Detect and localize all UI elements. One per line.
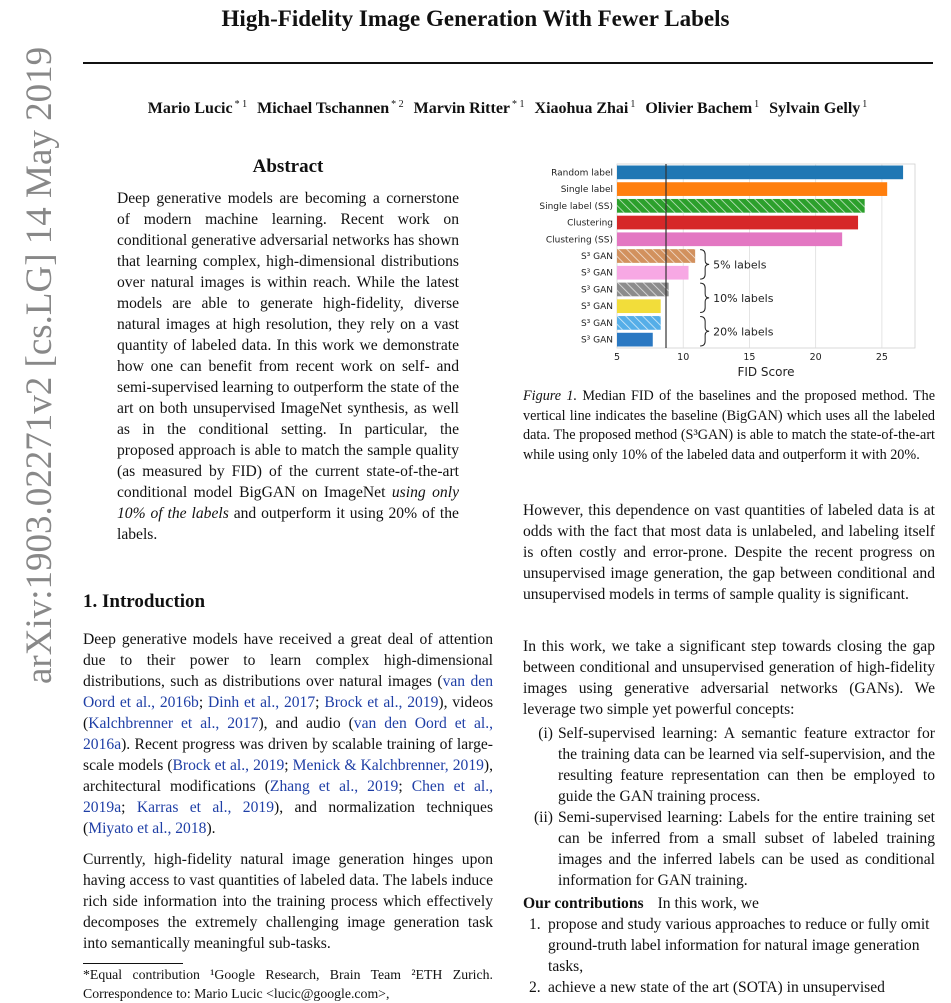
- bar: [617, 333, 653, 347]
- brace-label: 10% labels: [713, 291, 774, 305]
- category-label: Random label: [551, 168, 613, 179]
- bar-hatch: [617, 283, 669, 297]
- figure-caption: [523, 387, 935, 465]
- intro-text-segment: Deep generative models have received a great deal of attention due to their power to learn complex high-dimensional distributions, such as distributions over natural images (: [83, 631, 493, 690]
- figure-label: Figure 1.: [523, 388, 578, 404]
- intro-text-segment: ), and normalization techniques (: [83, 799, 494, 837]
- intro-text-segment: ).: [206, 820, 216, 837]
- author-affiliation-mark: 1: [630, 99, 636, 110]
- citation-link[interactable]: Brock et al., 2019: [324, 694, 439, 711]
- x-tick-label: 20: [809, 352, 822, 363]
- citation-link[interactable]: Karras et al., 2019: [136, 799, 274, 816]
- x-tick-label: 10: [677, 352, 690, 363]
- citation-link[interactable]: van den Oord et al., 2016b: [83, 673, 494, 711]
- bar: [617, 299, 661, 313]
- bar-hatch: [617, 249, 695, 263]
- figure-caption-text: Median FID of the baselines and the proposed method. The vertical line indicates the baseline (BigGAN) which uses all the labeled data. The proposed method (S³GAN) is able to match the state-of-the-art while using only 10% of the labeled data and outperform it with 20%.: [523, 388, 936, 463]
- x-tick-label: 5: [613, 352, 621, 363]
- title-rule: [83, 62, 933, 64]
- x-tick-label: 15: [743, 352, 756, 363]
- contributions-heading: [523, 893, 935, 914]
- footnote-rule: [83, 963, 183, 964]
- chart-x-axis-label: FID Score: [737, 365, 795, 379]
- contributions-intro: In this work, we: [657, 895, 759, 912]
- concept-text: Self-supervised learning: A semantic feature extractor for the training data can be learned via self-supervision, and the resulting feature representation can then be employed to guide the GAN training process.: [558, 725, 935, 805]
- author-affiliation-mark: * 1: [234, 99, 248, 110]
- category-label: S³ GAN: [580, 285, 613, 296]
- x-tick-label: 25: [875, 352, 888, 363]
- category-label: S³ GAN: [580, 318, 613, 329]
- contribution-text: achieve a new state of the art (SOTA) in unsupervised: [548, 979, 885, 996]
- bar-hatch: [617, 199, 865, 213]
- intro-paragraph-2: Currently, high-fidelity natural image generation hinges upon having access to vast quantities of labeled data. The labels induce rich side information into the training process which effectively decomposes the extremely challenging image generation task into semantically meaningful sub-tasks.: [83, 851, 493, 952]
- citation-link[interactable]: Zhang et al., 2019: [269, 778, 399, 795]
- author-affiliation-mark: * 2: [391, 99, 404, 110]
- contribution-text: propose and study various approaches to reduce or fully omit ground-truth label information for natural image generation tasks,: [548, 916, 930, 975]
- footnote: *Equal contribution ¹Google Research, Brain Team ²ETH Zurich. Correspondence to: Mario Lucic <lucic@google.com>,: [83, 967, 493, 1001]
- category-label: S³ GAN: [580, 252, 613, 262]
- contributions-list: [523, 914, 935, 998]
- abstract-text-part: and outperform it using 20% of the labels.: [117, 505, 459, 543]
- citation-link[interactable]: Miyato et al., 2018: [88, 820, 207, 837]
- abstract-heading: Abstract: [252, 156, 324, 177]
- author-name: Mario Lucic $^{* 1}$: [147, 99, 248, 118]
- author-name: Michael Tschannen $^{* 2}$: [257, 99, 404, 118]
- intro-text-segment: ), architectural modifications (: [83, 757, 494, 795]
- abstract-italic: using only 10% of the labels: [117, 484, 459, 522]
- contribution-item: [523, 914, 935, 977]
- chart-category-labels: [539, 168, 613, 345]
- right-paragraph-1: However, this dependence on vast quantities of labeled data is at odds with the fact that most data is unlabeled, and labeling itself is often costly and error-prone. Despite the recent progress on unsupervised image generation, the gap between conditional and unsupervised models in terms of sample quality is significant.: [523, 502, 935, 603]
- brace-label: 5% labels: [713, 258, 767, 272]
- category-label: Clustering (SS): [545, 235, 613, 246]
- intro-text-segment: ;: [198, 694, 208, 711]
- category-label: Clustering: [567, 218, 613, 229]
- citation-link[interactable]: Brock et al., 2019: [172, 757, 285, 774]
- contribution-label: 1.: [529, 916, 541, 933]
- bar: [617, 216, 858, 230]
- author-name: Sylvain Gelly $^1$: [769, 99, 868, 118]
- contribution-label: 2.: [529, 979, 541, 996]
- abstract-text: [117, 188, 459, 545]
- author-affiliation-mark: 1: [754, 99, 760, 110]
- intro-text-segment: ), and audio (: [258, 715, 354, 732]
- concept-item: [523, 723, 935, 807]
- section-heading-introduction: 1. Introduction: [83, 591, 206, 612]
- bar: [617, 232, 842, 246]
- intro-text-segment: ). Recent progress was driven by scalable training of large-scale models (: [83, 736, 493, 774]
- category-label: Single label: [560, 185, 613, 196]
- intro-text-segment: ;: [121, 799, 137, 816]
- abstract-text-part: Deep generative models are becoming a cornerstone of modern machine learning. Recent work on conditional generative adversarial networks has shown that learning complex, high-dimensional distributions over natural images is within reach. While the latest models are able to generate high-fidelity, diverse natural images at high resolution, they rely on a vast quantity of labeled data. In this work we demonstrate how one can benefit from recent work on self- and semi-supervised learning to outperform the state of the art on both unsupervised ImageNet synthesis, as well as in the conditional setting. In particular, the proposed approach is able to match the sample quality (as measured by FID) of the current state-of-the-art conditional model BigGAN on ImageNet: [117, 190, 459, 501]
- category-label: S³ GAN: [580, 268, 613, 279]
- bar-hatch: [617, 316, 661, 330]
- citation-link[interactable]: Dinh et al., 2017: [207, 694, 316, 711]
- concepts-list: [523, 723, 935, 891]
- category-label: S³ GAN: [580, 335, 613, 346]
- citation-link[interactable]: Menick & Kalchbrenner, 2019: [292, 757, 484, 774]
- citation-link[interactable]: Kalchbrenner et al., 2017: [88, 715, 259, 732]
- intro-text-segment: ;: [398, 778, 412, 795]
- citation-link[interactable]: van den Oord et al., 2016a: [83, 715, 493, 753]
- author-name: Olivier Bachem $^1$: [645, 99, 760, 118]
- category-label: S³ GAN: [580, 302, 613, 313]
- category-label: Single label (SS): [539, 201, 613, 212]
- bar: [617, 266, 689, 280]
- intro-text-segment: ;: [315, 694, 325, 711]
- intro-text-segment: ), videos (: [83, 694, 494, 732]
- concept-text: Semi-supervised learning: Labels for the entire training set can be inferred from a small subset of labeled training images and the inferred labels can be used as conditional information for GAN training.: [558, 809, 935, 889]
- author-name: Xiaohua Zhai $^1$: [534, 99, 636, 118]
- contributions-title: Our contributions: [523, 895, 644, 912]
- intro-paragraph-1: [83, 629, 493, 839]
- author-affiliation-mark: 1: [862, 99, 868, 110]
- bar: [617, 182, 887, 196]
- author-name: Marvin Ritter $^{* 1}$: [413, 99, 525, 118]
- concept-label: (ii): [533, 809, 553, 826]
- right-paragraph-2: In this work, we take a significant step towards closing the gap between conditional and unsupervised generation of high-fidelity images using generative adversarial networks (GANs). We leverage two simple yet powerful concepts:: [523, 638, 935, 718]
- concept-label: (i): [538, 725, 553, 742]
- chart-x-tick-labels: [614, 352, 888, 363]
- paper-title: High-Fidelity Image Generation With Fewer Labels: [221, 6, 730, 31]
- citation-link[interactable]: Chen et al., 2019a: [83, 778, 493, 816]
- concept-item: [523, 807, 935, 891]
- author-affiliation-mark: * 1: [512, 99, 525, 110]
- figure-1-chart: [520, 160, 938, 382]
- brace-label: 20% labels: [713, 325, 774, 339]
- arxiv-watermark: arXiv:1903.02271v2 [cs.LG] 14 May 2019: [19, 46, 60, 684]
- intro-text-segment: ;: [284, 757, 293, 774]
- bar: [617, 166, 903, 180]
- contribution-item: [523, 977, 935, 998]
- author-list: [0, 99, 951, 118]
